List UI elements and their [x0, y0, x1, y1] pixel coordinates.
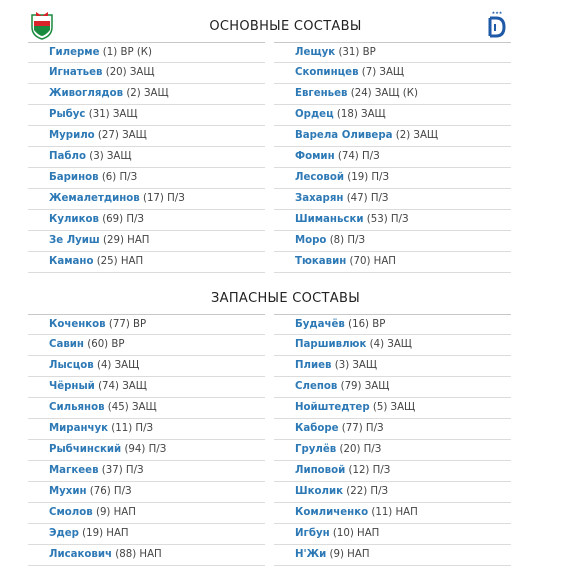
player-row	[274, 461, 511, 482]
player-number-position: (19) П/З	[347, 172, 390, 183]
player-number-position: (9) НАП	[329, 549, 370, 560]
player-number-position: (31) ВР	[338, 47, 376, 58]
player-name-link[interactable]: Варела Оливера	[295, 130, 393, 141]
player-row	[274, 440, 511, 461]
player-number-position: (37) П/З	[101, 465, 144, 476]
player-number-position: (10) НАП	[332, 528, 380, 539]
player-row	[274, 524, 511, 545]
player-row	[28, 377, 265, 398]
player-row	[28, 440, 265, 461]
player-row	[28, 189, 265, 210]
player-row	[274, 545, 511, 566]
player-row	[274, 398, 511, 419]
player-number-position: (8) П/З	[329, 235, 365, 246]
player-number-position: (76) П/З	[89, 486, 132, 497]
player-number-position: (70) НАП	[349, 256, 396, 267]
player-row	[274, 126, 511, 147]
player-name-link[interactable]: Плиев	[295, 360, 332, 371]
player-number-position: (60) ВР	[87, 339, 125, 350]
player-number-position: (74) П/З	[337, 151, 380, 162]
player-number-position: (77) П/З	[341, 423, 384, 434]
player-number-position: (17) П/З	[142, 193, 185, 204]
player-number-position: (47) П/З	[346, 193, 389, 204]
player-number-position: (1) ВР (К)	[102, 47, 153, 58]
starting-away-list	[274, 42, 511, 273]
svg-text:★★★: ★★★	[491, 10, 503, 15]
player-name-link[interactable]: Баринов	[49, 172, 99, 183]
player-number-position: (69) П/З	[102, 214, 144, 225]
player-name-link[interactable]: Каборе	[295, 423, 339, 434]
player-row	[28, 524, 265, 545]
player-number-position: (53) П/З	[366, 214, 409, 225]
player-row	[28, 42, 265, 63]
player-name-link[interactable]: Грулёв	[295, 444, 337, 455]
player-number-position: (25) НАП	[96, 256, 144, 267]
player-row	[274, 147, 511, 168]
player-number-position: (79) ЗАЩ	[340, 381, 390, 392]
player-number-position: (31) ЗАЩ	[88, 109, 138, 120]
player-name-link[interactable]: Смолов	[49, 507, 93, 518]
player-row	[274, 356, 511, 377]
substitutes-title: ЗАПАСНЫЕ СОСТАВЫ	[211, 291, 360, 306]
player-number-position: (74) ЗАЩ	[98, 381, 147, 392]
player-name-link[interactable]: Лещук	[295, 47, 336, 58]
player-name-link[interactable]: Чёрный	[49, 381, 95, 392]
player-name-link[interactable]: Игнатьев	[49, 67, 103, 78]
player-row	[274, 503, 511, 524]
player-name-link[interactable]: Жемалетдинов	[49, 193, 140, 204]
player-row	[28, 482, 265, 503]
player-row	[28, 168, 265, 189]
player-name-link[interactable]: Куликов	[49, 214, 99, 225]
player-number-position: (9) НАП	[95, 507, 136, 518]
player-name-link[interactable]: Шиманьски	[295, 214, 364, 225]
player-row	[28, 314, 265, 335]
player-row	[274, 84, 511, 105]
player-row	[28, 147, 265, 168]
player-number-position: (20) П/З	[339, 444, 382, 455]
player-row	[274, 168, 511, 189]
player-name-link[interactable]: Ордец	[295, 109, 334, 120]
player-row	[28, 419, 265, 440]
player-number-position: (29) НАП	[103, 235, 150, 246]
player-name-link[interactable]: Захарян	[295, 193, 344, 204]
player-number-position: (2) ЗАЩ	[126, 88, 169, 99]
player-name-link[interactable]: Школик	[295, 486, 344, 497]
player-row	[28, 105, 265, 126]
player-name-link[interactable]: Игбун	[295, 528, 330, 539]
player-row	[28, 356, 265, 377]
player-number-position: (2) ЗАЩ	[395, 130, 439, 141]
player-row	[28, 503, 265, 524]
player-row	[274, 105, 511, 126]
player-name-link[interactable]: Нойштедтер	[295, 402, 370, 413]
player-row	[274, 231, 511, 252]
player-row	[28, 335, 265, 356]
player-number-position: (24) ЗАЩ (К)	[350, 88, 418, 99]
player-number-position: (4) ЗАЩ	[369, 339, 412, 350]
player-row	[274, 189, 511, 210]
player-number-position: (77) ВР	[108, 319, 147, 330]
player-number-position: (45) ЗАЩ	[107, 402, 157, 413]
player-name-link[interactable]: Паршивлюк	[295, 339, 367, 350]
player-number-position: (5) ЗАЩ	[372, 402, 416, 413]
player-name-link[interactable]: Зе Луиш	[49, 235, 100, 246]
player-number-position: (16) ВР	[348, 319, 386, 330]
player-name-link[interactable]: Комличенко	[295, 507, 369, 518]
player-row	[28, 461, 265, 482]
player-row	[28, 210, 265, 231]
player-row	[274, 63, 511, 84]
player-name-link[interactable]: Моро	[295, 235, 327, 246]
player-number-position: (22) П/З	[346, 486, 389, 497]
player-row	[274, 419, 511, 440]
player-row	[28, 231, 265, 252]
player-number-position: (11) НАП	[371, 507, 418, 518]
player-row	[274, 210, 511, 231]
player-name-link[interactable]: Коченков	[49, 319, 106, 330]
starting-home-list	[28, 42, 265, 273]
player-name-link[interactable]: Слепов	[295, 381, 338, 392]
player-row	[274, 42, 511, 63]
player-name-link[interactable]: Сильянов	[49, 402, 105, 413]
player-number-position: (3) ЗАЩ	[89, 151, 132, 162]
substitutes-away-list	[274, 314, 511, 566]
player-number-position: (4) ЗАЩ	[96, 360, 140, 371]
player-name-link[interactable]: Фомин	[295, 151, 335, 162]
player-name-link[interactable]: Лысцов	[49, 360, 94, 371]
player-name-link[interactable]: Рыбчинский	[49, 444, 122, 455]
player-name-link[interactable]: Евгеньев	[295, 88, 348, 99]
player-number-position: (6) П/З	[101, 172, 138, 183]
player-row	[274, 377, 511, 398]
player-row	[274, 335, 511, 356]
player-name-link[interactable]: Мурило	[49, 130, 95, 141]
player-row	[274, 482, 511, 503]
player-row	[28, 126, 265, 147]
player-row	[28, 63, 265, 84]
player-name-link[interactable]: Лесовой	[295, 172, 344, 183]
player-row	[28, 545, 265, 566]
player-name-link[interactable]: Камано	[49, 256, 94, 267]
player-number-position: (3) ЗАЩ	[334, 360, 378, 371]
player-name-link[interactable]: Савин	[49, 339, 84, 350]
player-name-link[interactable]: Н'Жи	[295, 549, 327, 560]
player-number-position: (7) ЗАЩ	[361, 67, 405, 78]
player-row	[274, 314, 511, 335]
player-number-position: (20) ЗАЩ	[105, 67, 155, 78]
starting-lineups-title: ОСНОВНЫЕ СОСТАВЫ	[209, 19, 362, 34]
substitutes-home-list	[28, 314, 265, 566]
player-name-link[interactable]: Будачёв	[295, 319, 345, 330]
player-name-link[interactable]: Гилерме	[49, 47, 100, 58]
player-name-link[interactable]: Магкеев	[49, 465, 99, 476]
player-name-link[interactable]: Липовой	[295, 465, 346, 476]
player-name-link[interactable]: Эдер	[49, 528, 79, 539]
player-name-link[interactable]: Лисакович	[49, 549, 113, 560]
player-number-position: (11) П/З	[111, 423, 154, 434]
player-name-link[interactable]: Мухин	[49, 486, 87, 497]
player-number-position: (12) П/З	[348, 465, 391, 476]
player-name-link[interactable]: Миранчук	[49, 423, 109, 434]
player-name-link[interactable]: Тюкавин	[295, 256, 347, 267]
player-number-position: (18) ЗАЩ	[336, 109, 386, 120]
player-row	[28, 84, 265, 105]
player-row	[274, 252, 511, 273]
player-name-link[interactable]: Пабло	[49, 151, 86, 162]
player-number-position: (88) НАП	[115, 549, 162, 560]
player-number-position: (27) ЗАЩ	[97, 130, 147, 141]
player-row	[28, 398, 265, 419]
player-row	[28, 252, 265, 273]
player-name-link[interactable]: Рыбус	[49, 109, 86, 120]
player-number-position: (94) П/З	[124, 444, 167, 455]
player-name-link[interactable]: Живоглядов	[49, 88, 124, 99]
player-number-position: (19) НАП	[82, 528, 129, 539]
player-name-link[interactable]: Скопинцев	[295, 67, 359, 78]
